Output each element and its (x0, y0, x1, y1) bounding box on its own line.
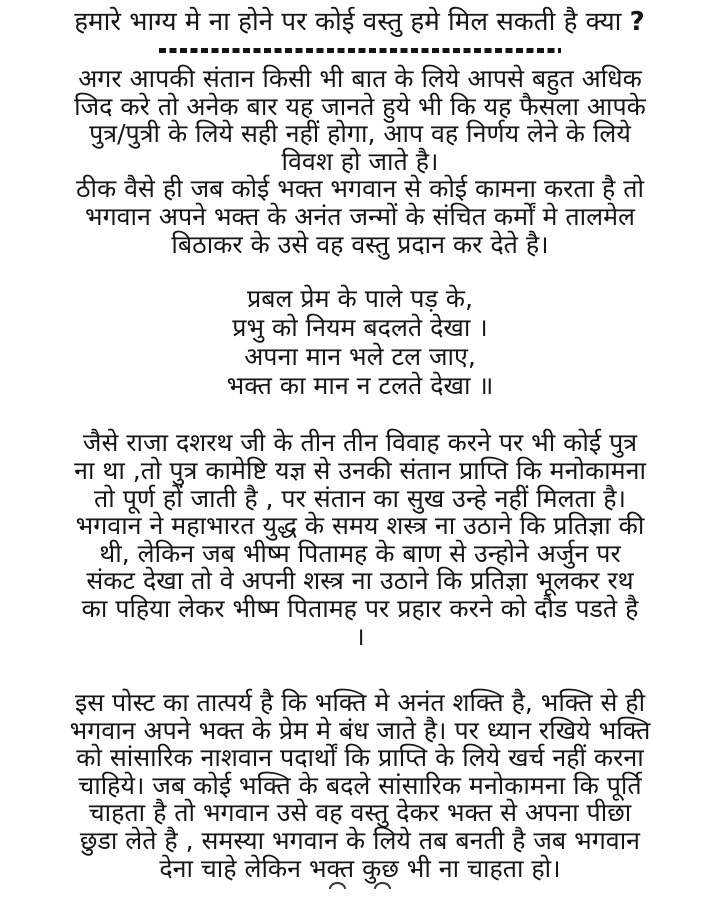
poem-verse (0, 285, 720, 400)
paragraph-3 (0, 429, 720, 512)
paragraph-4 (0, 512, 720, 650)
paragraph-1-line: विवश हो जाते है। (281, 146, 439, 176)
poem-line: अपना मान भले टल जाए, (244, 341, 476, 371)
page-title (0, 7, 720, 37)
paragraph-2-line: बिठाकर के उसे वह वस्तु प्रदान कर देते है। (171, 229, 549, 259)
poem-line: प्रबल प्रेम के पाले पड़ के, (247, 284, 473, 314)
paragraph-4-line: थी, लेकिन जब भीष्म पितामह के बाण से उन्होने अर्जुन पर (99, 538, 621, 568)
paragraph-5-line: भगवान अपने भक्त के प्रेम मे बंध जाते है। पर ध्यान रखिये भक्ति (69, 715, 651, 745)
paragraph-5-line: इस पोस्ट का तात्पर्य है कि भक्ति मे अनंत शक्ति है, भक्ति से ही (74, 688, 646, 718)
paragraph-3-line: तो पूर्ण हों जाती है , पर संतान का सुख उन्हे नहीं मिलता है। (94, 483, 626, 513)
poem-line: प्रभु को नियम बदलते देखा । (232, 312, 488, 342)
poem-line: भक्त का मान न टलते देखा ॥ (226, 370, 494, 400)
paragraph-4-line: भगवान ने महाभारत युद्ध के समय शस्त्र ना उठाने कि प्रतिज्ञा की (75, 511, 645, 541)
paragraph-1 (0, 65, 720, 175)
paragraph-1-line: जिद करे तो अनेक बार यह जानते हुये भी कि यह फैसला आपके (74, 91, 646, 121)
paragraph-3-line: ना था ,तो पुत्र कामेष्टि यज्ञ से उनकी संतान प्राप्ति कि मनोकामना (74, 455, 646, 485)
title-question-mark: ? (629, 7, 646, 37)
paragraph-5-line: छुडा लेते है , समस्या भगवान के लिये तब बनती है जब भगवान (79, 826, 641, 856)
paragraph-5-line: चाहता है तो भगवान उसे वह वस्तु देकर भक्त से अपना पीछा (88, 798, 632, 828)
paragraph-4-line: का पहिया लेकर भीष्म पितामह पर प्रहार करने को दौड पडते है (81, 593, 639, 623)
paragraph-5-line: को सांसारिक नाशवान पदार्थों कि प्राप्ति के लिये खर्च नहीं करना (76, 743, 644, 773)
paragraph-2-line: ठीक वैसे ही जब कोई भक्त भगवान से कोई कामना करता है तो (76, 174, 644, 204)
cropped-glyph-arc (329, 882, 346, 889)
cropped-next-line-glyph-tops (0, 882, 720, 889)
title-text: हमारे भाग्य मे ना होने पर कोई वस्तु हमे मिल सकती है क्या (74, 7, 622, 37)
cropped-glyph-arc (374, 882, 391, 889)
paragraph-1-line: अगर आपकी संतान किसी भी बात के लिये आपसे बहुत अधिक (78, 64, 642, 93)
paragraph-1-line: पुत्र/पुत्री के लिये सही नहीं होगा, आप वह निर्णय लेने के लिये (89, 119, 631, 149)
dashed-separator (159, 48, 561, 53)
paragraph-4-danda-line: । (355, 621, 365, 651)
paragraph-5 (0, 689, 720, 882)
paragraph-3-line: जैसे राजा दशरथ जी के तीन तीन विवाह करने पर भी कोई पुत्र (82, 428, 638, 458)
paragraph-2 (0, 175, 720, 258)
paragraph-5-line: चाहिये। जब कोई भक्ति के बदले सांसारिक मनोकामना कि पूर्ति (78, 770, 642, 800)
paragraph-2-line: भगवान अपने भक्त के अनंत जन्मों के संचित कर्मों मे तालमेल (85, 201, 635, 231)
paragraph-5-line: देना चाहे लेकिन भक्त कुछ भी ना चाहता हो। (159, 853, 561, 883)
paragraph-4-line: संकट देखा तो वे अपनी शस्त्र ना उठाने कि प्रतिज्ञा भूलकर रथ (86, 566, 634, 596)
